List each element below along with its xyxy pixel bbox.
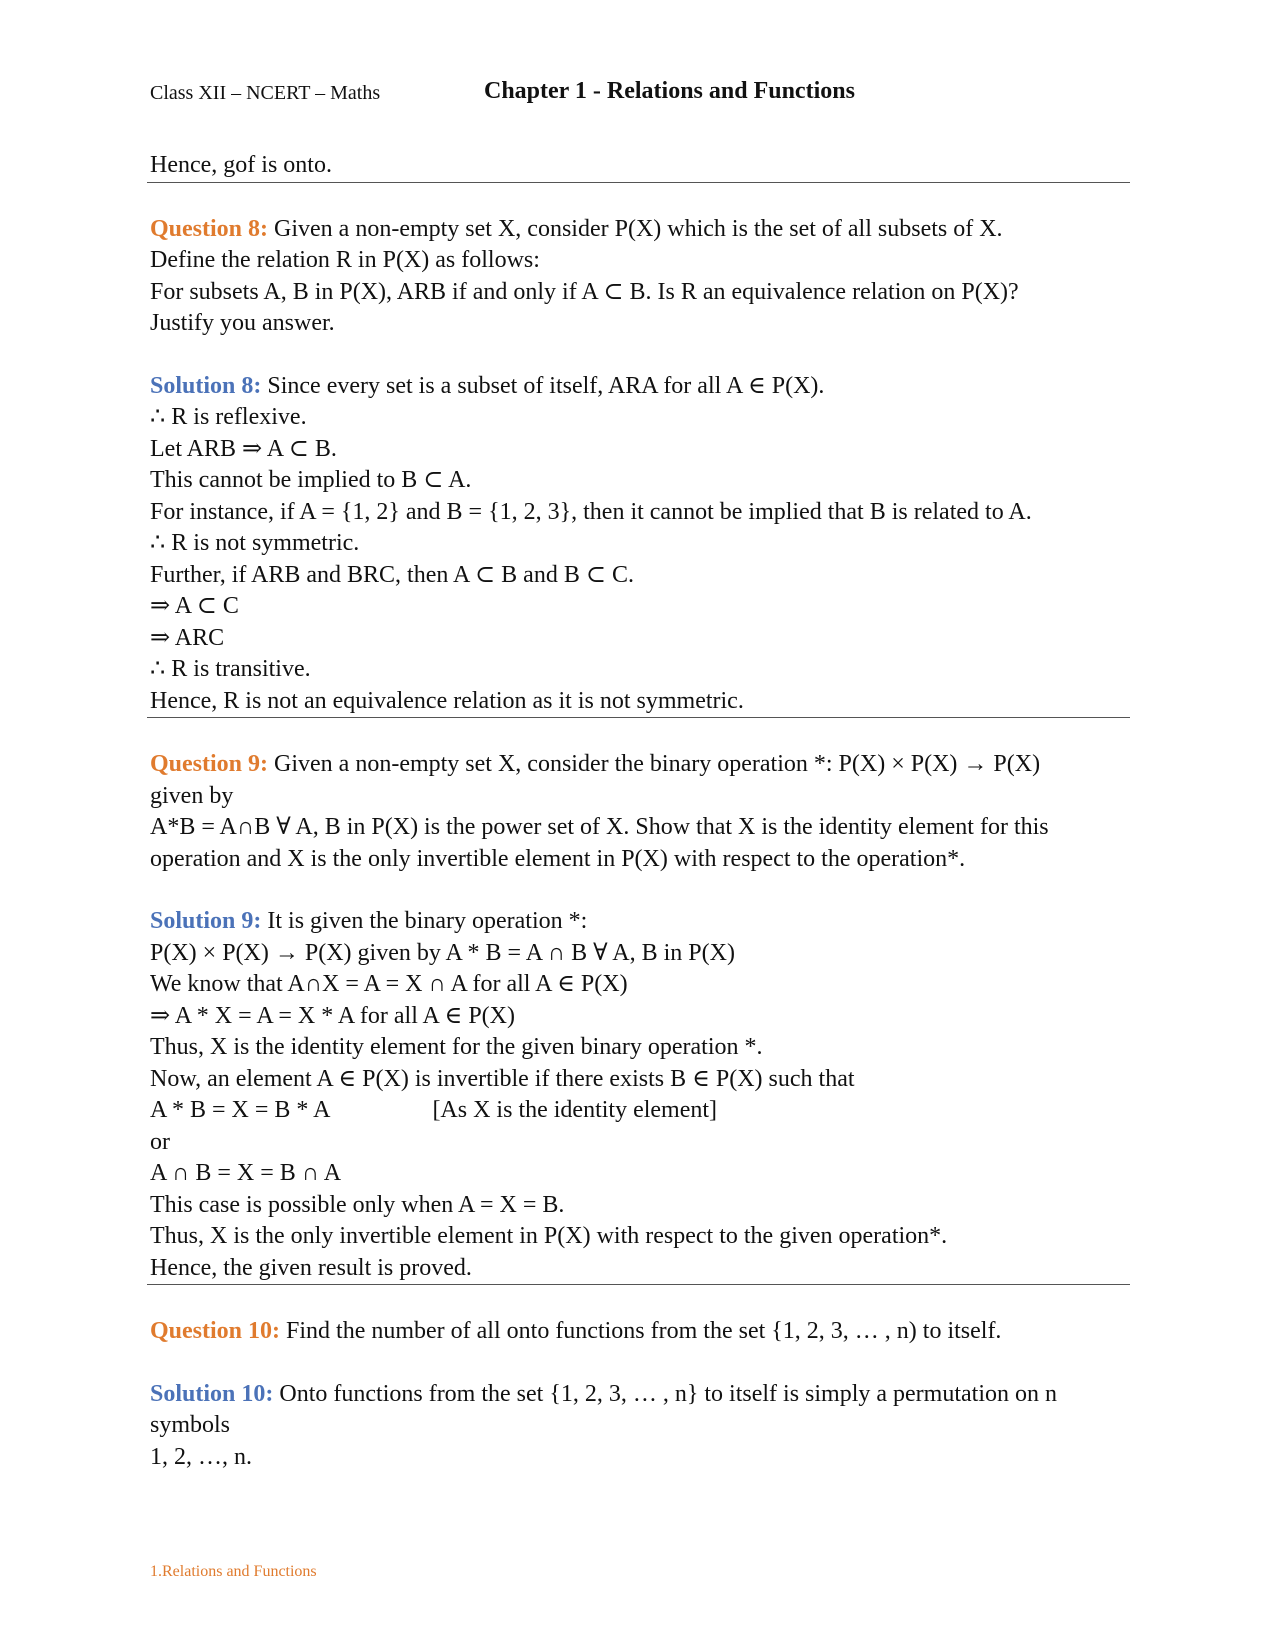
intro-line: Hence, gof is onto. [150,152,332,178]
solution-9-line-11: Thus, X is the only invertible element in P(X) with respect to the given operation*. [150,1223,948,1249]
solution-9 [150,906,1130,1284]
question-9-line-3: A*B = A∩B ∀ A, B in P(X) is the power set of X. Show that X is the identity element for this [150,814,1049,840]
solution-8-line-8: ⇒ A ⊂ C [150,593,239,619]
solution-9-line-9: A ∩ B = X = B ∩ A [150,1160,342,1186]
solution-9-line-10: This case is possible only when A = X = B. [150,1191,565,1218]
question-10-text: Find the number of all onto functions from the set {1, 2, 3, … , n) to itself. [280,1318,1002,1344]
solution-8-label: Solution 8: [150,372,262,399]
question-9 [150,749,1130,875]
solution-8 [150,371,1130,718]
solution-10-label: Solution 10: [150,1380,274,1407]
question-9-line-4: operation and X is the only invertible element in P(X) with respect to the operation*. [150,845,966,872]
chapter-title: Chapter 1 - Relations and Functions [484,78,855,104]
solution-8-line-3: Let ARB ⇒ A ⊂ B. [150,435,337,462]
header-class-label: Class XII – NCERT – Maths [150,82,381,104]
question-9-line-2: given by [150,782,234,809]
solution-10 [150,1379,1130,1474]
question-9-text: Given a non-empty set X, consider the binary operation *: P(X) × P(X) → P(X) [268,751,1041,777]
solution-8-line-2: ∴ R is reflexive. [150,404,307,430]
solution-9-line-12: Hence, the given result is proved. [150,1254,472,1281]
question-10 [150,1316,1130,1348]
solution-8-line-5: For instance, if A = {1, 2} and B = {1, 2, 3}, then it cannot be implied that B is related to A. [150,498,1032,525]
question-9-line-1 [150,749,1130,781]
question-8-line-2: Define the relation R in P(X) as follows: [150,247,540,273]
question-9-label: Question 9: [150,751,269,777]
page-content [150,150,1130,1473]
solution-8-line-11: Hence, R is not an equivalence relation as it is not symmetric. [150,687,744,714]
question-8-line-1 [150,214,1130,246]
solution-8-line-1 [150,371,1130,403]
question-10-label: Question 10: [150,1318,281,1344]
solution-9-line-8: or [150,1128,170,1155]
question-8-text: Given a non-empty set X, consider P(X) which is the set of all subsets of X. [268,215,1003,242]
page-footer: 1.Relations and Functions [150,1563,317,1580]
solution-10-line-2: symbols [150,1412,231,1438]
solution-9-line-1 [150,906,1130,938]
solution-8-line-7: Further, if ARB and BRC, then A ⊂ B and B ⊂ C. [150,561,634,588]
question-8-line-3: For subsets A, B in P(X), ARB if and only if A ⊂ B. Is R an equivalence relation on P(X)? [150,278,1019,305]
solution-8-text: Since every set is a subset of itself, ARA for all A ∈ P(X). [261,372,825,399]
solution-10-line-3: 1, 2, …, n. [150,1443,252,1470]
solution-9-line-4: ⇒ A * X = A = X * A for all A ∈ P(X) [150,1002,515,1029]
question-8-label: Question 8: [150,215,269,242]
solution-9-line-3: We know that A∩X = A = X ∩ A for all A ∈ P(X) [150,971,628,997]
question-8 [150,214,1130,340]
question-10-line-1 [150,1316,1130,1348]
solution-9-label: Solution 9: [150,908,262,934]
question-8-line-4: Justify you answer. [150,310,335,336]
identity-equation: A * B = X = B * A [150,1097,331,1123]
solution-9-line-7 [150,1095,1130,1127]
solution-10-line-1 [150,1379,1130,1411]
solution-8-line-4: This cannot be implied to B ⊂ A. [150,467,472,493]
solution-10-text: Onto functions from the set {1, 2, 3, … , n} to itself is simply a permutation on n [273,1380,1057,1407]
solution-9-line-6: Now, an element A ∈ P(X) is invertible if there exists B ∈ P(X) such that [150,1065,855,1092]
page-header [150,78,1130,108]
solution-8-line-10: ∴ R is transitive. [150,656,311,682]
solution-9-line-5: Thus, X is the identity element for the given binary operation *. [150,1034,763,1060]
solution-8-line-6: ∴ R is not symmetric. [150,530,360,556]
identity-note: [As X is the identity element] [432,1097,718,1123]
solution-9-text: It is given the binary operation *: [261,908,588,934]
solution-8-line-9: ⇒ ARC [150,624,225,651]
solution-9-line-2: P(X) × P(X) → P(X) given by A * B = A ∩ B ∀ A, B in P(X) [150,939,735,966]
